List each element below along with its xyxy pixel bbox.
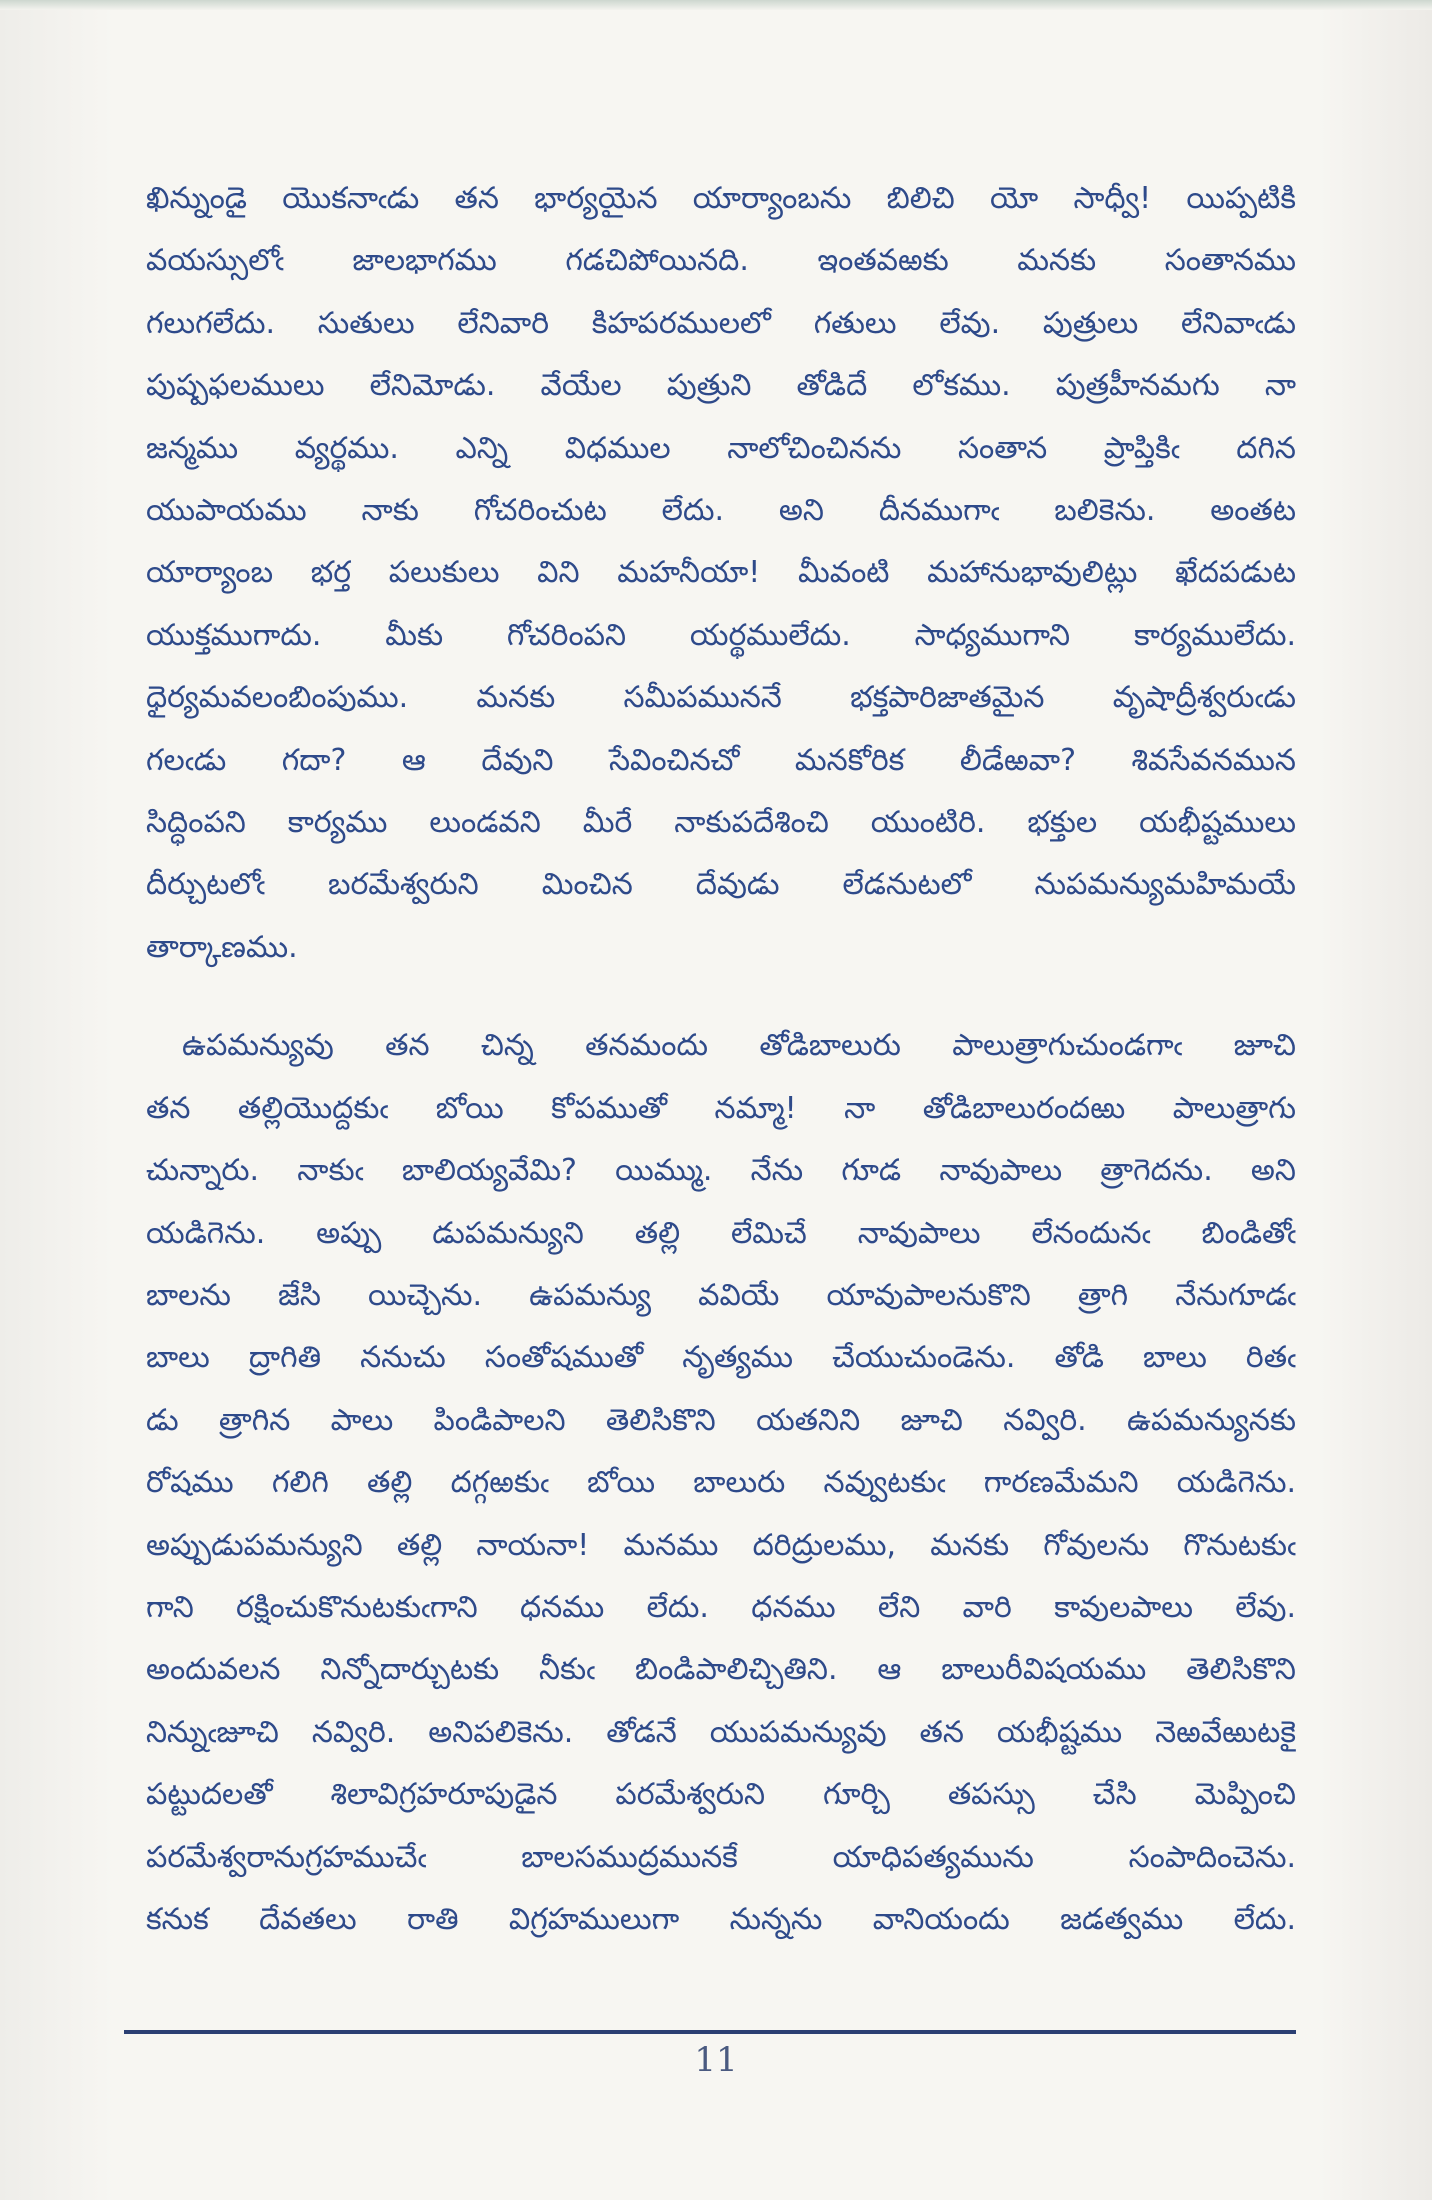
text-line: రోషము గలిగి తల్లి దగ్గఱకుఁ బోయి బాలురు నవ్వుటకుఁ గారణమేమని యడిగెను. — [146, 1465, 1296, 1501]
text-line: బాలు ద్రాగితి ననుచు సంతోషముతో నృత్యము చేయుచుండెను. తోడి బాలు రితఁ — [146, 1340, 1296, 1376]
text-line: తార్కాణము. — [146, 929, 298, 965]
text-line: యుక్తముగాదు. మీకు గోచరింపని యర్థములేదు. సాధ్యముగాని కార్యములేదు. — [146, 617, 1296, 653]
text-line: ఖిన్నుండై యొకనాఁడు తన భార్యయైన యార్యాంబను బిలిచి యో సాధ్వీ! యిప్పటికి — [146, 181, 1296, 216]
text-line: యడిగెను. అప్పు డుపమన్యుని తల్లి లేమిచే నావుపాలు లేనందునఁ బిండితోఁ — [146, 1215, 1296, 1251]
text-line: అందువలన నిన్నోదార్చుటకు నీకుఁ బిండిపాలిచ్చితిని. ఆ బాలురీవిషయము తెలిసికొని — [146, 1652, 1296, 1688]
text-line: యుపాయము నాకు గోచరించుట లేదు. అని దీనముగాఁ బలికెను. అంతట — [146, 493, 1296, 529]
page-top-edge — [0, 0, 1432, 10]
footer-rule — [124, 2030, 1296, 2034]
text-line: తన తల్లియొద్దకుఁ బోయి కోపముతో నమ్మా! నా తోడిబాలురందఱు పాలుత్రాగు — [146, 1090, 1296, 1126]
text-line: పుష్పఫలములు లేనిమోడు. వేయేల పుత్రుని తోడిదే లోకము. పుత్రహీనమగు నా — [146, 368, 1296, 404]
text-line: డు త్రాగిన పాలు పిండిపాలని తెలిసికొని యతనిని జూచి నవ్విరి. ఉపమన్యునకు — [146, 1402, 1296, 1438]
text-line: గలఁడు గదా? ఆ దేవుని సేవించినచో మనకోరిక లీడేఱవా? శివసేవనమున — [146, 742, 1296, 778]
paragraph-2 — [146, 1015, 1296, 1951]
text-line: గలుగలేదు. సుతులు లేనివారి కిహపరములలో గతులు లేవు. పుత్రులు లేనివాఁడు — [146, 305, 1296, 341]
text-line: యార్యాంబ భర్త పలుకులు విని మహనీయా! మీవంటి మహానుభావులిట్లు ఖేదపడుట — [146, 555, 1296, 591]
paragraph-1 — [146, 168, 1296, 979]
text-line: నిన్నుఁజూచి నవ్విరి. అనిపలికెను. తోడనే యుపమన్యువు తన యభీష్టము నెఱవేఱుటకై — [146, 1714, 1296, 1750]
text-line: జన్మము వ్యర్థము. ఎన్ని విధముల నాలోచించినను సంతాన ప్రాప్తికిఁ దగిన — [146, 430, 1296, 466]
text-line: గాని రక్షించుకొనుటకుఁగాని ధనము లేదు. ధనము లేని వారి కావులపాలు లేవు. — [146, 1589, 1296, 1625]
text-line: ఉపమన్యువు తన చిన్న తనమందు తోడిబాలురు పాలుత్రాగుచుండగాఁ జూచి — [182, 1028, 1296, 1064]
page-number: 11 — [694, 2040, 738, 2080]
text-line: దీర్చుటలోఁ బరమేశ్వరుని మించిన దేవుడు లేడనుటలో నుపమన్యుమహిమయే — [146, 867, 1296, 903]
body-text — [146, 168, 1296, 1951]
text-line: సిద్ధింపని కార్యము లుండవని మీరే నాకుపదేశించి యుంటిరి. భక్తుల యభీష్టములు — [146, 805, 1296, 841]
text-line: కనుక దేవతలు రాతి విగ్రహములుగా నున్నను వానియందు జడత్వము లేదు. — [146, 1901, 1296, 1937]
text-line: చున్నారు. నాకుఁ బాలియ్యవేమి? యిమ్ము. నేను గూడ నావుపాలు త్రాగెదను. అని — [146, 1153, 1296, 1189]
text-line: ధైర్యమవలంబింపుము. మనకు సమీపముననే భక్తపారిజాతమైన వృషాద్రీశ్వరుఁడు — [146, 680, 1296, 716]
text-line: పరమేశ్వరానుగ్రహముచేఁ బాలసముద్రమునకే యాధిపత్యమును సంపాదించెను. — [146, 1839, 1296, 1875]
text-line: వయస్సులోఁ జాలభాగము గడచిపోయినది. ఇంతవఱకు మనకు సంతానము — [146, 243, 1296, 279]
text-line: అప్పుడుపమన్యుని తల్లి నాయనా! మనము దరిద్రులము, మనకు గోవులను గొనుటకుఁ — [146, 1527, 1296, 1563]
text-line: పట్టుదలతో శిలావిగ్రహరూపుడైన పరమేశ్వరుని గూర్చి తపస్సు చేసి మెప్పించి — [146, 1777, 1296, 1813]
text-line: బాలను జేసి యిచ్చెను. ఉపమన్యు వవియే యావుపాలనుకొని త్రాగి నేనుగూడఁ — [146, 1277, 1296, 1313]
